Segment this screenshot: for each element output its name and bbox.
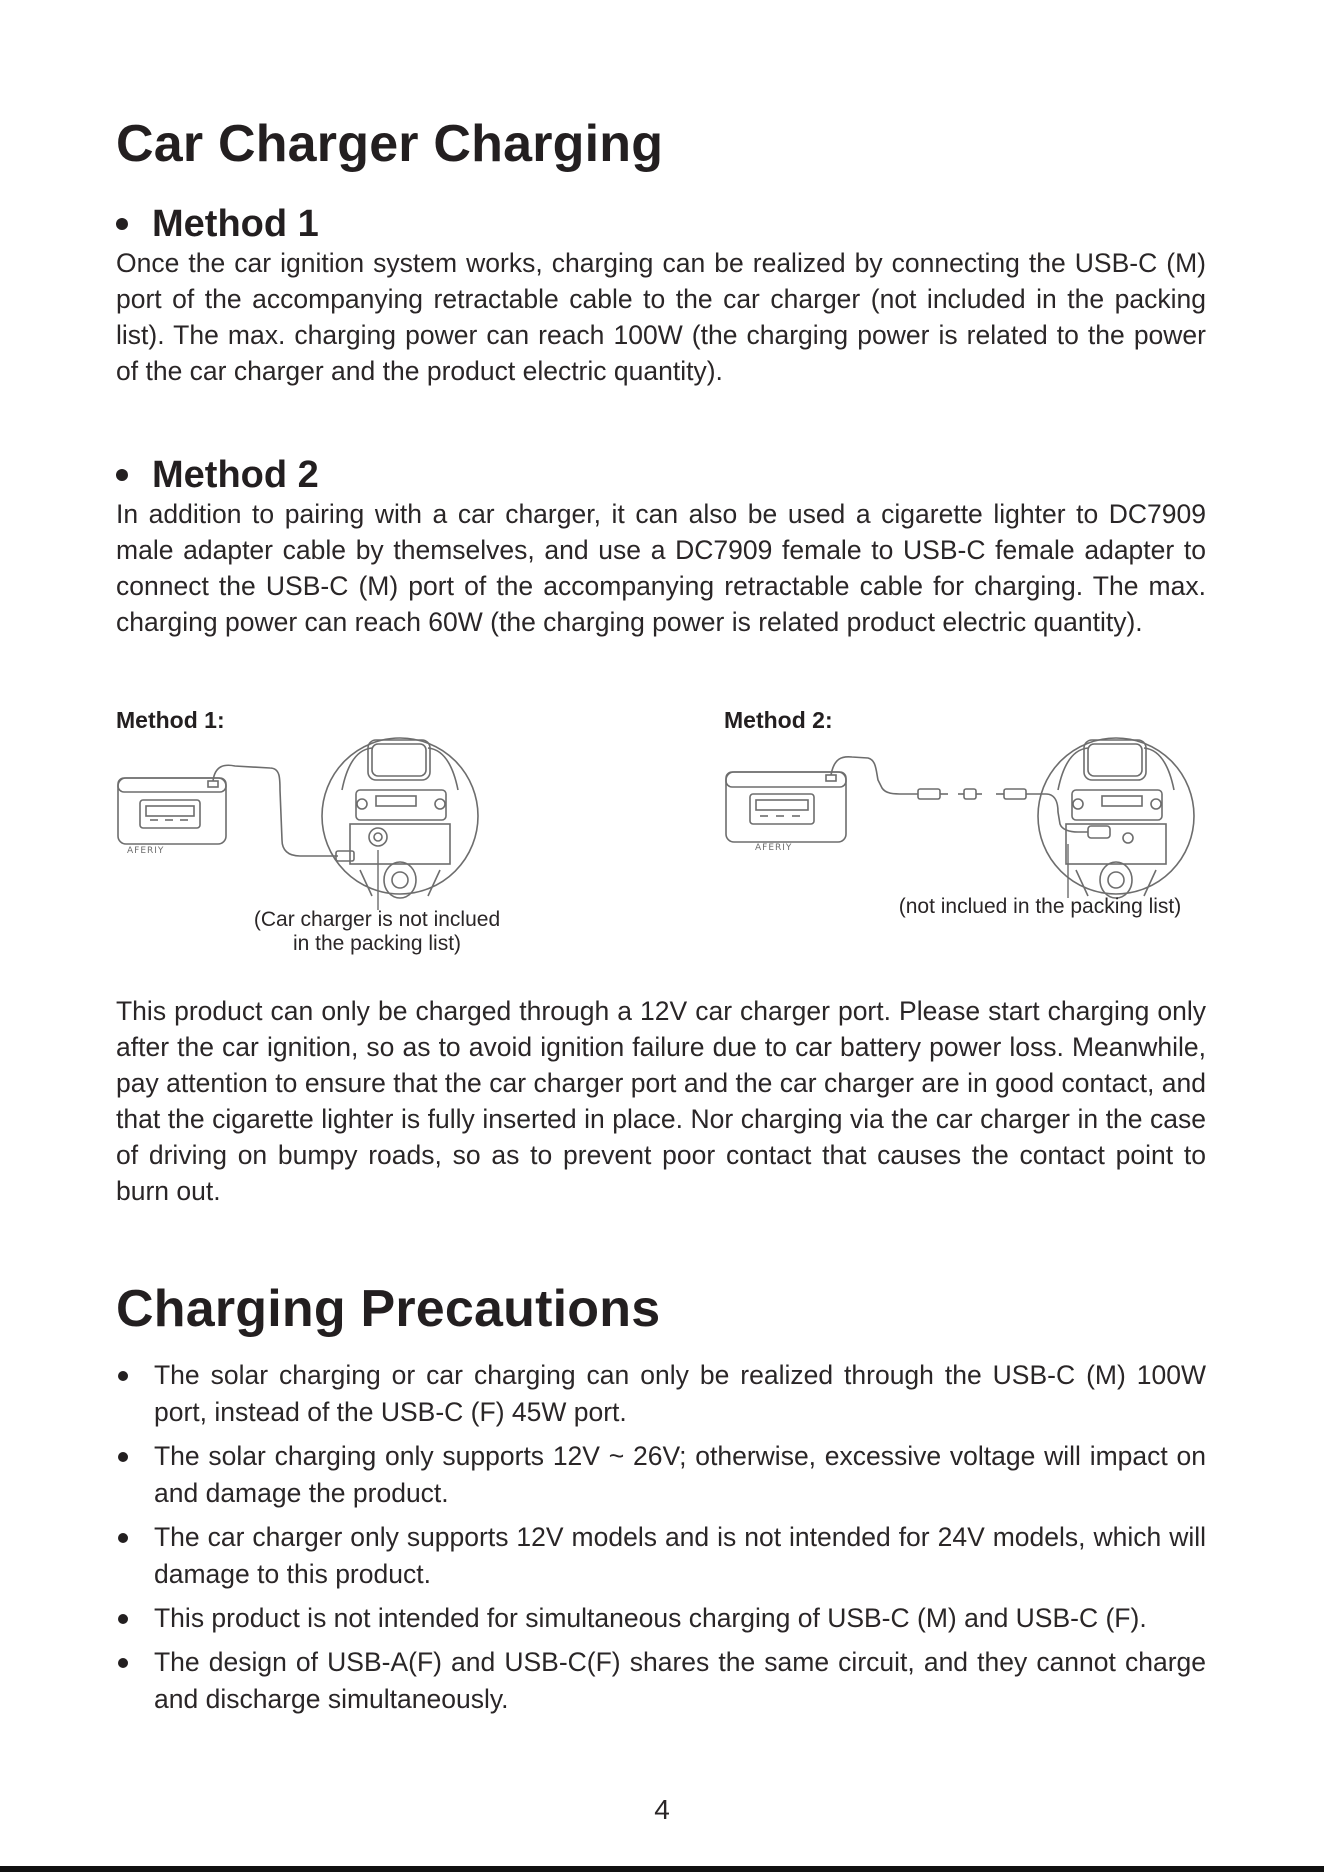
list-item: The solar charging only supports 12V ~ 26V; otherwise, excessive voltage will impact on and damage the product. xyxy=(116,1438,1206,1512)
dc7909-adapter-icon xyxy=(1004,789,1026,799)
section-title-car-charger-charging: Car Charger Charging xyxy=(116,115,664,173)
list-item: The solar charging or car charging can only be realized through the USB-C (M) 100W port, instead of the USB-C (F) 45W port. xyxy=(116,1357,1206,1431)
precautions-list xyxy=(116,1357,1206,1725)
list-item: The car charger only supports 12V models and is not intended for 24V models, which will damage to this product. xyxy=(116,1519,1206,1593)
method-1-illustration xyxy=(110,720,490,910)
figure-1-caption-line-1: (Car charger is not inclued xyxy=(253,908,501,931)
method-1-heading-text: Method 1 xyxy=(152,203,319,245)
method-1-heading xyxy=(116,205,319,243)
bullet-dot-icon xyxy=(116,218,128,230)
bullet-dot-icon xyxy=(118,1371,128,1381)
brand-logo: AFERIY xyxy=(755,843,793,853)
power-station-icon xyxy=(118,778,226,844)
usb-c-adapter-icon xyxy=(918,789,940,799)
figure-1-caption xyxy=(232,908,522,956)
section-title-charging-precautions: Charging Precautions xyxy=(116,1280,661,1338)
figure-1-caption-line-2: in the packing list) xyxy=(292,932,462,955)
method-2-body: In addition to pairing with a car charger, it can also be used a cigarette lighter to DC7909 male adapter cable by themselves, and use a DC7909 female to USB-C female adapter to connect the USB-C (M) port of the accompanying retractable cable for charging. The max. charging power can reach 60W (the charging power is related product electric quantity). xyxy=(116,499,1206,637)
car-dashboard-icon xyxy=(1038,738,1194,894)
method-2-heading xyxy=(116,456,319,494)
bullet-dot-icon xyxy=(118,1533,128,1543)
list-item: The design of USB-A(F) and USB-C(F) shares the same circuit, and they cannot charge and discharge simultaneously. xyxy=(116,1644,1206,1718)
brand-logo: AFERIY xyxy=(127,846,165,856)
bottom-divider xyxy=(0,1866,1324,1872)
list-item: This product is not intended for simultaneous charging of USB-C (M) and USB-C (F). xyxy=(116,1600,1206,1637)
figure-1-label: Method 1: xyxy=(116,707,225,733)
method-2-heading-text: Method 2 xyxy=(152,454,319,496)
method-1-body: Once the car ignition system works, charging can be realized by connecting the USB-C (M) port of the accompanying retractable cable to the car charger (not included in the packing list). The max. charging power can reach 100W (the charging power is related to the power of the car charger and the product electric quantity). xyxy=(116,248,1206,386)
car-charging-note: This product can only be charged through a 12V car charger port. Please start charging only after the car ignition, so as to avoid ignition failure due to car battery power loss. Meanwhile, pay attention to ensure that the car charger port and the car charger are in good contact, and that the cigarette lighter is fully inserted in place. Nor charging via the car charger in the case of driving on bumpy roads, so as to prevent poor contact that causes the contact point to burn out. xyxy=(116,996,1206,1206)
figure-2-label: Method 2: xyxy=(724,707,833,733)
method-2-illustration xyxy=(718,720,1218,910)
page-number: 4 xyxy=(654,1794,670,1825)
figure-2-caption: (not inclued in the packing list) xyxy=(898,895,1182,918)
bullet-dot-icon xyxy=(118,1658,128,1668)
power-station-icon xyxy=(726,772,846,842)
car-dashboard-icon xyxy=(322,738,478,894)
bullet-dot-icon xyxy=(118,1452,128,1462)
bullet-dot-icon xyxy=(118,1614,128,1624)
bullet-dot-icon xyxy=(116,469,128,481)
